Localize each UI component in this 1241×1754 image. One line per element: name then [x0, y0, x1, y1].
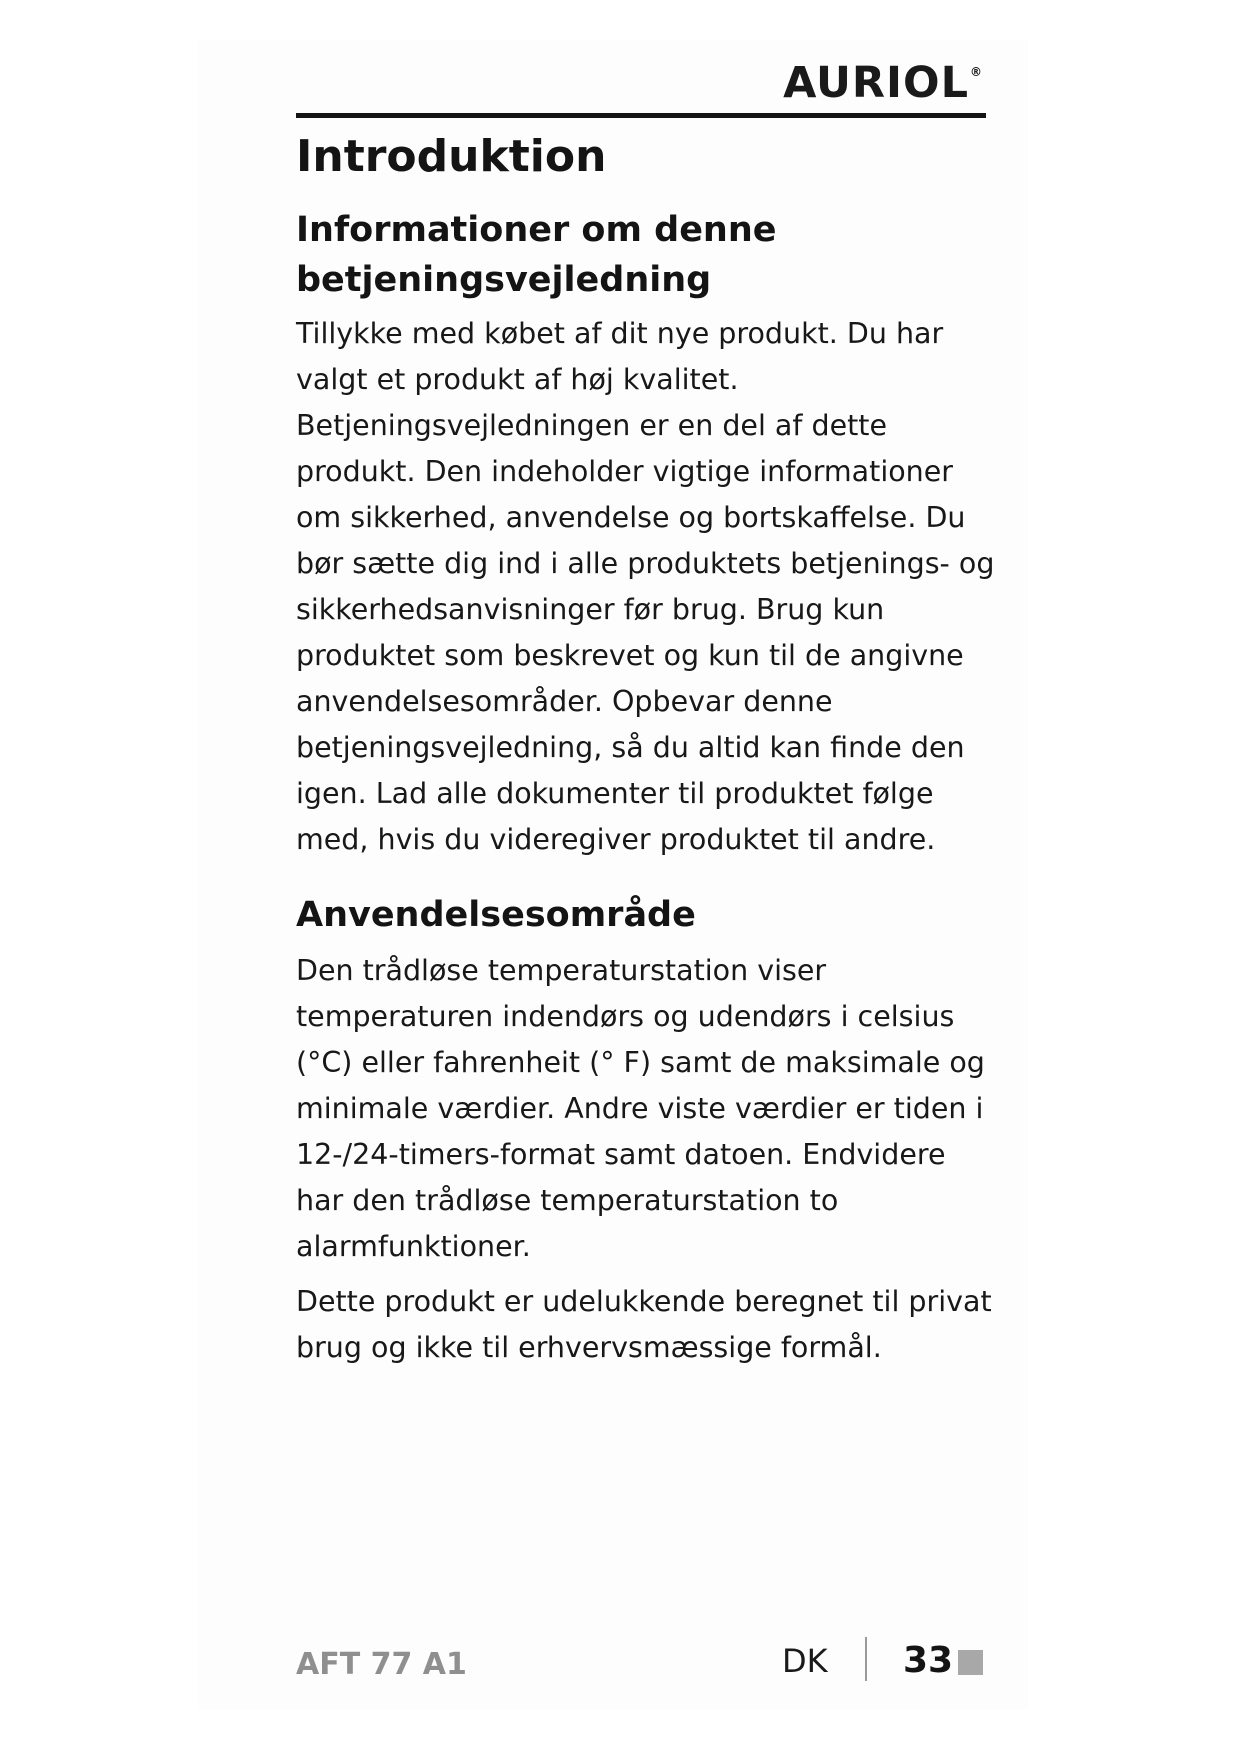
footer-divider — [865, 1637, 867, 1681]
brand-name: AURIOL — [783, 58, 969, 108]
brand-logo — [783, 58, 983, 108]
page-title: Introduktion — [296, 131, 607, 182]
header-rule — [296, 113, 986, 118]
section-intended-use — [296, 890, 996, 1371]
page-number: 33 — [903, 1640, 954, 1681]
section-heading: Anvendelsesområde — [296, 895, 696, 935]
registered-mark: ® — [970, 65, 983, 79]
section-manual-info — [296, 205, 996, 863]
section-paragraph: Tillykke med købet af dit nye produkt. Du har valgt et produkt af høj kvalitet. Betjeningsvejledningen er en del af dette produkt. Den indeholder vigtige informationer om sikkerhed, anvendelse og bortskaffelse. Du bør sætte dig ind i alle produktets betjenings- og sikkerhedsanvisninger før brug. Brug kun produktet som beskrevet og kun til de angivne anvendelsesområder. Opbevar denne betjeningsvejledning, så du altid kan finde den igen. Lad alle dokumenter til produktet følge med, hvis du videregiver produktet til andre. — [296, 317, 995, 856]
section-paragraph: Dette produkt er udelukkende beregnet til privat brug og ikke til erhvervsmæssige formål. — [296, 1285, 992, 1364]
footer-model-number: AFT 77 A1 — [296, 1647, 467, 1682]
footer-language-code: DK — [782, 1642, 828, 1680]
section-paragraph: Den trådløse temperaturstation viser temperaturen indendørs og udendørs i celsius (°C) eller fahrenheit (° F) samt de maksimale og minimale værdier. Andre viste værdier er tiden i 12-/24-timers-format samt datoen. Endvidere har den trådløse temperaturstation to alarmfunktioner. — [296, 954, 985, 1263]
section-heading: Informationer om denne betjeningsvejledning — [296, 210, 777, 300]
footer-square-marker — [958, 1650, 983, 1675]
